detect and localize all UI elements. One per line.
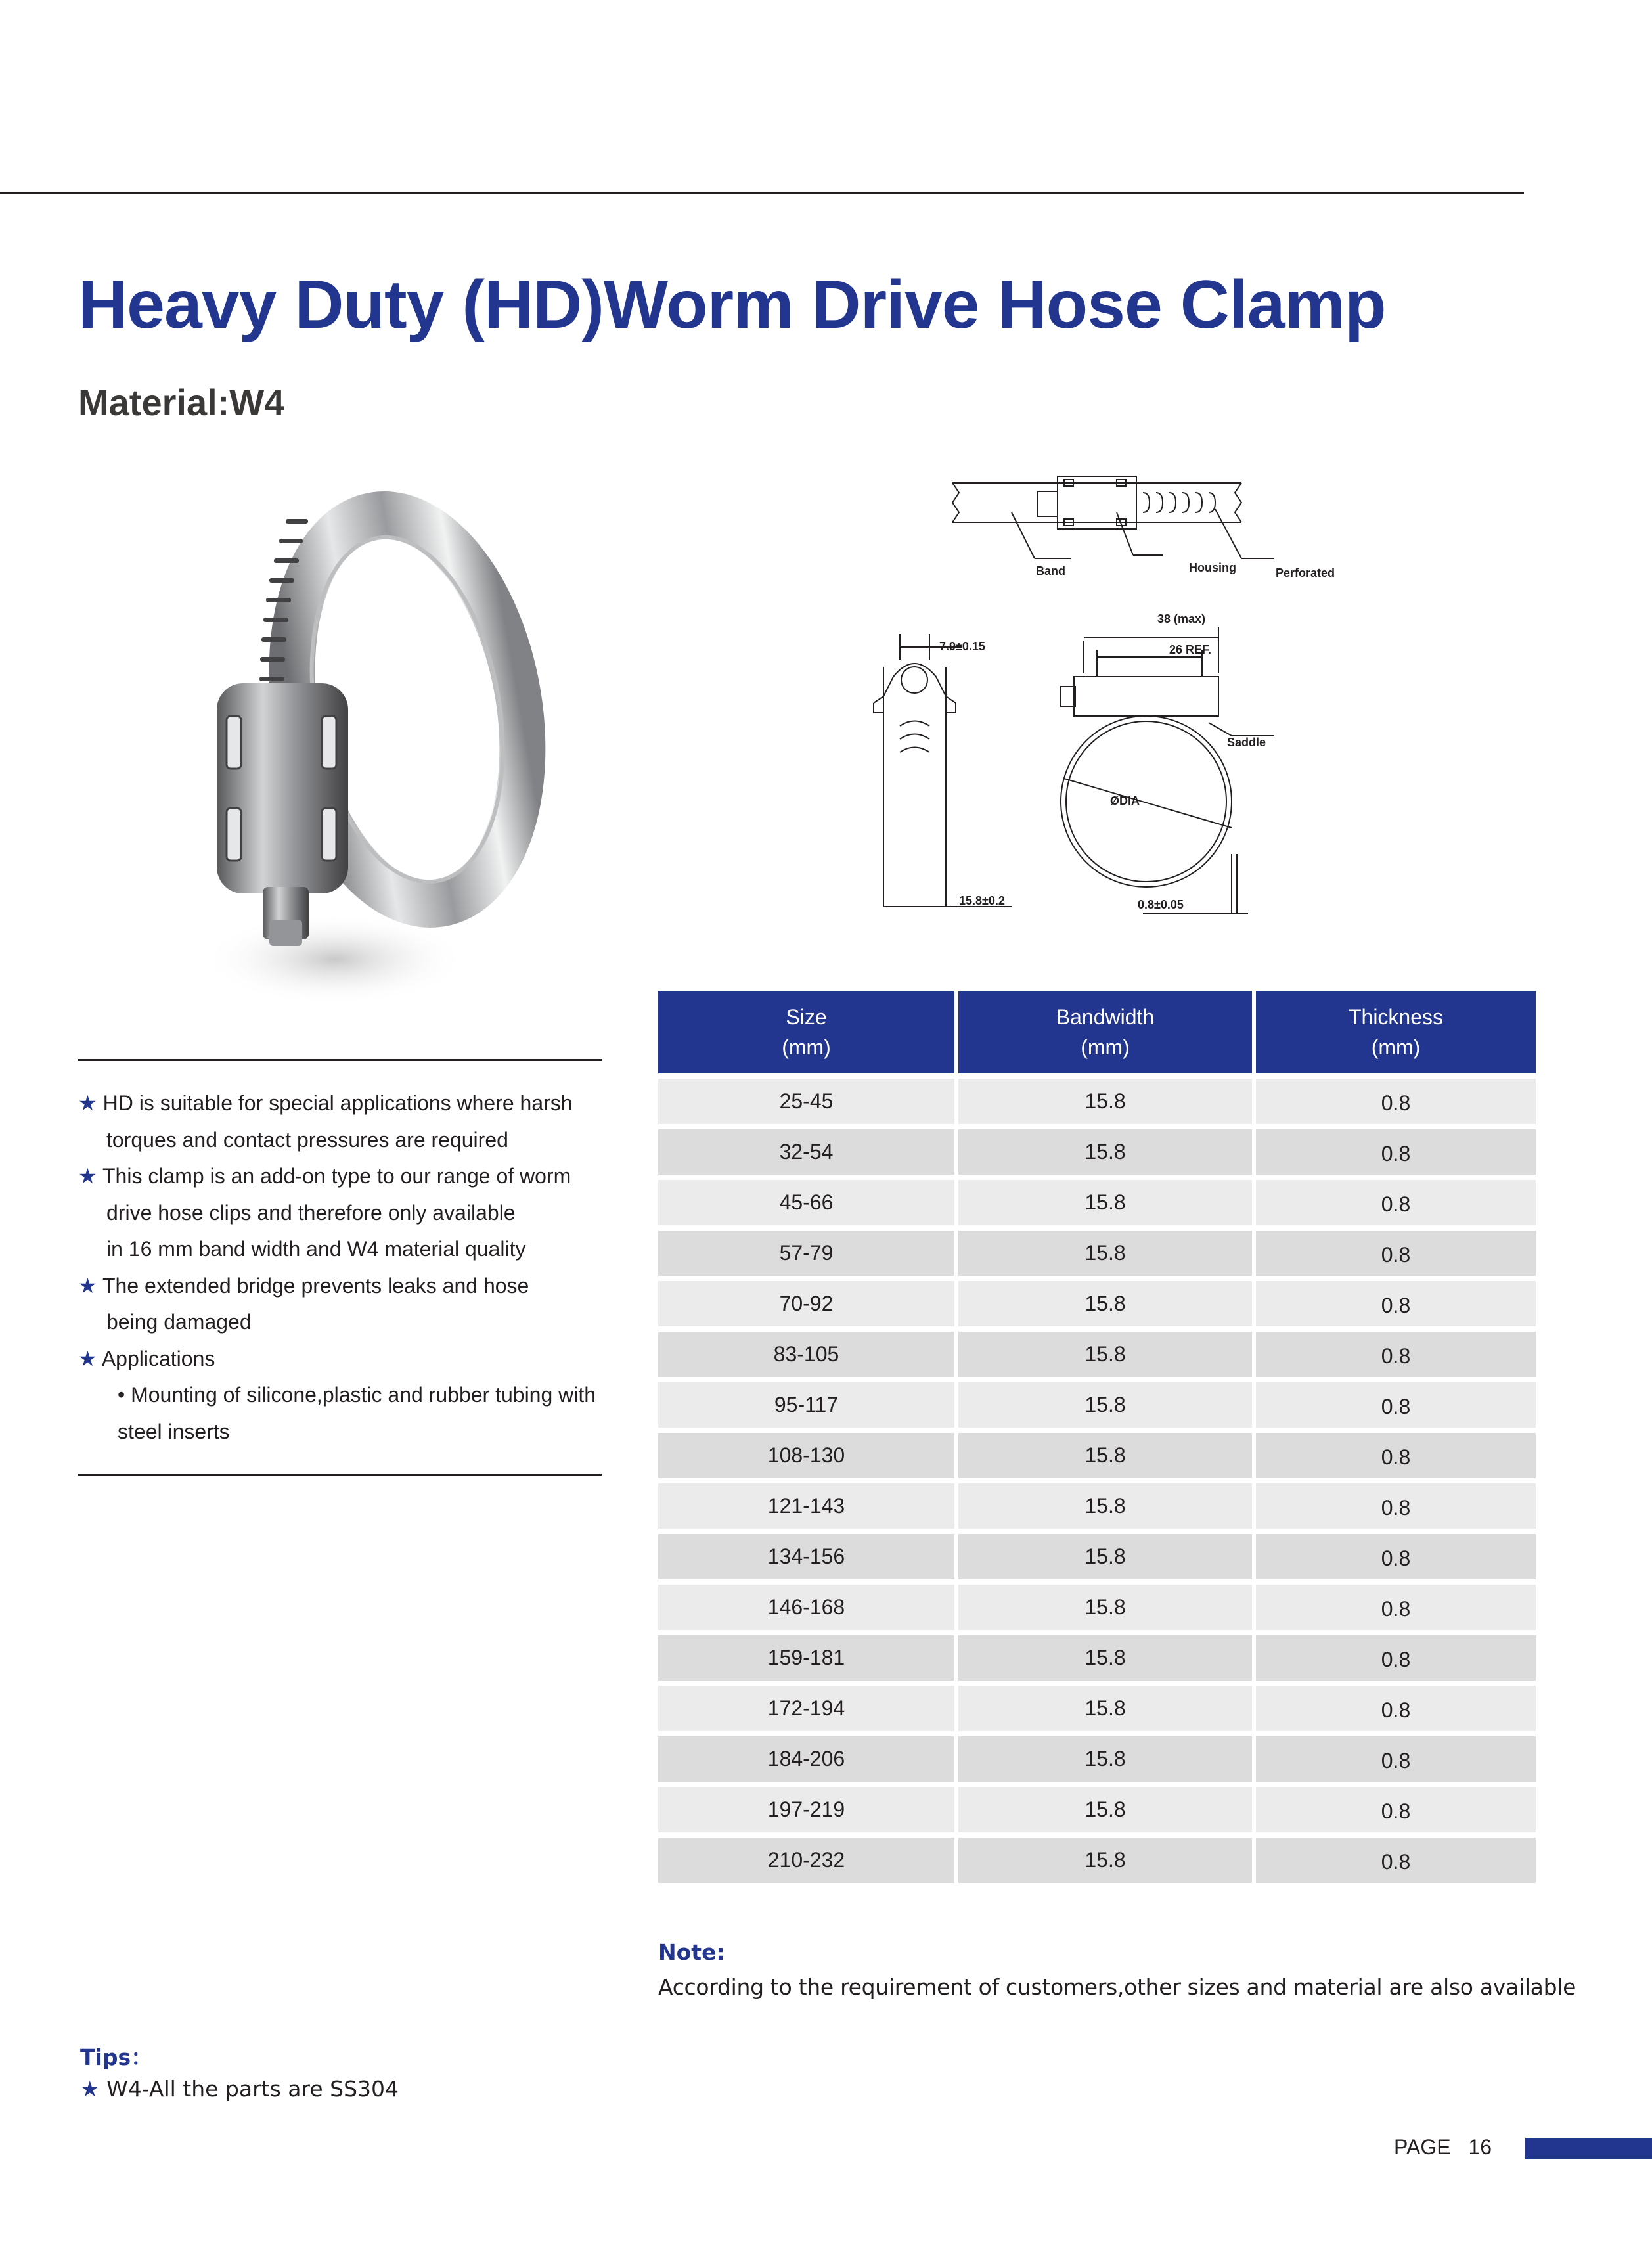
- label-band-width: 15.8±0.2: [959, 894, 1005, 907]
- cell-thickness: 0.8: [1256, 1787, 1536, 1832]
- cell-thickness: 0.8: [1256, 1838, 1536, 1883]
- cell-size: 45-66: [658, 1180, 954, 1225]
- table-row: [658, 1332, 1536, 1377]
- top-rule: [0, 192, 1524, 194]
- feature-line: ★ This clamp is an add-on type to our range of worm: [78, 1164, 571, 1188]
- label-band: Band: [1036, 564, 1065, 577]
- table-row: [658, 1838, 1536, 1883]
- header-size-label: Size: [786, 1005, 827, 1029]
- cell-bandwidth: 15.8: [958, 1332, 1252, 1377]
- label-saddle: Saddle: [1227, 736, 1266, 749]
- page-accent-bar: [1525, 2138, 1652, 2159]
- header-size: [658, 991, 954, 1073]
- note-label: Note:: [658, 1939, 725, 1965]
- cell-bandwidth: 15.8: [958, 1231, 1252, 1276]
- header-bandwidth: [958, 991, 1252, 1073]
- label-thickness: 0.8±0.05: [1138, 898, 1184, 911]
- cell-size: 32-54: [658, 1129, 954, 1175]
- cell-thickness: 0.8: [1256, 1635, 1536, 1681]
- cell-thickness: 0.8: [1256, 1332, 1536, 1377]
- header-bandwidth-unit: (mm): [1081, 1035, 1130, 1059]
- table-row: [658, 1534, 1536, 1579]
- cell-thickness: 0.8: [1256, 1483, 1536, 1529]
- cell-bandwidth: 15.8: [958, 1281, 1252, 1326]
- table-row: [658, 1686, 1536, 1731]
- features-top-rule: [78, 1059, 602, 1061]
- page-number: PAGE 16: [1394, 2135, 1492, 2159]
- cell-size: 25-45: [658, 1079, 954, 1124]
- cell-thickness: 0.8: [1256, 1079, 1536, 1124]
- feature-line: ★ HD is suitable for special applications where harsh: [78, 1091, 573, 1115]
- cell-size: 83-105: [658, 1332, 954, 1377]
- table-row: [658, 1129, 1536, 1175]
- header-bandwidth-label: Bandwidth: [1056, 1005, 1155, 1029]
- label-housing: Housing: [1189, 561, 1236, 574]
- label-max-width: 38 (max): [1157, 612, 1206, 625]
- feature-line: being damaged: [106, 1310, 252, 1334]
- cell-bandwidth: 15.8: [958, 1838, 1252, 1883]
- cell-size: 210-232: [658, 1838, 954, 1883]
- cell-size: 159-181: [658, 1635, 954, 1681]
- cell-size: 70-92: [658, 1281, 954, 1326]
- cell-bandwidth: 15.8: [958, 1483, 1252, 1529]
- table-row: [658, 1585, 1536, 1630]
- label-dia: ØDIA: [1110, 794, 1140, 807]
- hose-clamp-photo: [164, 460, 558, 1018]
- cell-bandwidth: 15.8: [958, 1433, 1252, 1478]
- cell-bandwidth: 15.8: [958, 1736, 1252, 1782]
- spec-table: [658, 991, 1536, 1883]
- cell-size: 172-194: [658, 1686, 954, 1731]
- star-icon: ★: [78, 1273, 97, 1298]
- cell-bandwidth: 15.8: [958, 1079, 1252, 1124]
- feature-line: drive hose clips and therefore only available: [106, 1200, 516, 1225]
- star-icon: ★: [78, 1164, 97, 1188]
- label-perforated: Perforated: [1276, 566, 1335, 579]
- cell-bandwidth: 15.8: [958, 1787, 1252, 1832]
- cell-bandwidth: 15.8: [958, 1382, 1252, 1428]
- cell-bandwidth: 15.8: [958, 1686, 1252, 1731]
- cell-size: 57-79: [658, 1231, 954, 1276]
- cell-thickness: 0.8: [1256, 1686, 1536, 1731]
- cell-size: 121-143: [658, 1483, 954, 1529]
- cell-thickness: 0.8: [1256, 1180, 1536, 1225]
- header-thickness-unit: (mm): [1371, 1035, 1421, 1059]
- cell-bandwidth: 15.8: [958, 1180, 1252, 1225]
- tips-label: Tips：: [80, 2044, 153, 2070]
- cell-thickness: 0.8: [1256, 1382, 1536, 1428]
- cell-size: 108-130: [658, 1433, 954, 1478]
- star-icon: ★: [80, 2076, 100, 2102]
- material-subtitle: Material:W4: [78, 382, 285, 423]
- cell-thickness: 0.8: [1256, 1231, 1536, 1276]
- tips-text: ★ W4-All the parts are SS304: [80, 2076, 399, 2102]
- cell-bandwidth: 15.8: [958, 1585, 1252, 1630]
- label-head-width: 7.9±0.15: [939, 640, 985, 653]
- cell-thickness: 0.8: [1256, 1129, 1536, 1175]
- header-thickness-label: Thickness: [1348, 1005, 1444, 1029]
- feature-line: steel inserts: [118, 1419, 230, 1443]
- feature-line: ★ Applications: [78, 1346, 215, 1370]
- cell-size: 134-156: [658, 1534, 954, 1579]
- technical-drawing: [854, 460, 1335, 933]
- feature-line: • Mounting of silicone,plastic and rubber tubing with: [118, 1383, 596, 1407]
- feature-line: torques and contact pressures are required: [106, 1127, 508, 1152]
- table-body: [658, 1079, 1536, 1883]
- table-row: [658, 1433, 1536, 1478]
- table-row: [658, 1736, 1536, 1782]
- star-icon: ★: [78, 1346, 97, 1370]
- table-header: [658, 991, 1536, 1073]
- cell-size: 184-206: [658, 1736, 954, 1782]
- cell-thickness: 0.8: [1256, 1433, 1536, 1478]
- star-icon: ★: [78, 1091, 97, 1115]
- table-row: [658, 1787, 1536, 1832]
- cell-size: 197-219: [658, 1787, 954, 1832]
- header-size-unit: (mm): [782, 1035, 831, 1059]
- features-bottom-rule: [78, 1474, 602, 1476]
- cell-thickness: 0.8: [1256, 1281, 1536, 1326]
- cell-size: 95-117: [658, 1382, 954, 1428]
- header-thickness: [1256, 991, 1536, 1073]
- cell-size: 146-168: [658, 1585, 954, 1630]
- table-row: [658, 1231, 1536, 1276]
- table-row: [658, 1483, 1536, 1529]
- feature-line: ★ The extended bridge prevents leaks and hose: [78, 1273, 529, 1298]
- cell-bandwidth: 15.8: [958, 1534, 1252, 1579]
- table-row: [658, 1180, 1536, 1225]
- cell-bandwidth: 15.8: [958, 1635, 1252, 1681]
- feature-list: [78, 1085, 604, 1450]
- table-row: [658, 1079, 1536, 1124]
- table-row: [658, 1382, 1536, 1428]
- note-text: According to the requirement of customers,other sizes and material are also available: [658, 1974, 1576, 2000]
- cell-thickness: 0.8: [1256, 1585, 1536, 1630]
- table-row: [658, 1635, 1536, 1681]
- cell-thickness: 0.8: [1256, 1534, 1536, 1579]
- feature-line: in 16 mm band width and W4 material quality: [106, 1237, 526, 1261]
- cell-bandwidth: 15.8: [958, 1129, 1252, 1175]
- page-title: Heavy Duty (HD)Worm Drive Hose Clamp: [78, 267, 1386, 343]
- label-ref: 26 REF.: [1169, 643, 1212, 656]
- cell-thickness: 0.8: [1256, 1736, 1536, 1782]
- table-row: [658, 1281, 1536, 1326]
